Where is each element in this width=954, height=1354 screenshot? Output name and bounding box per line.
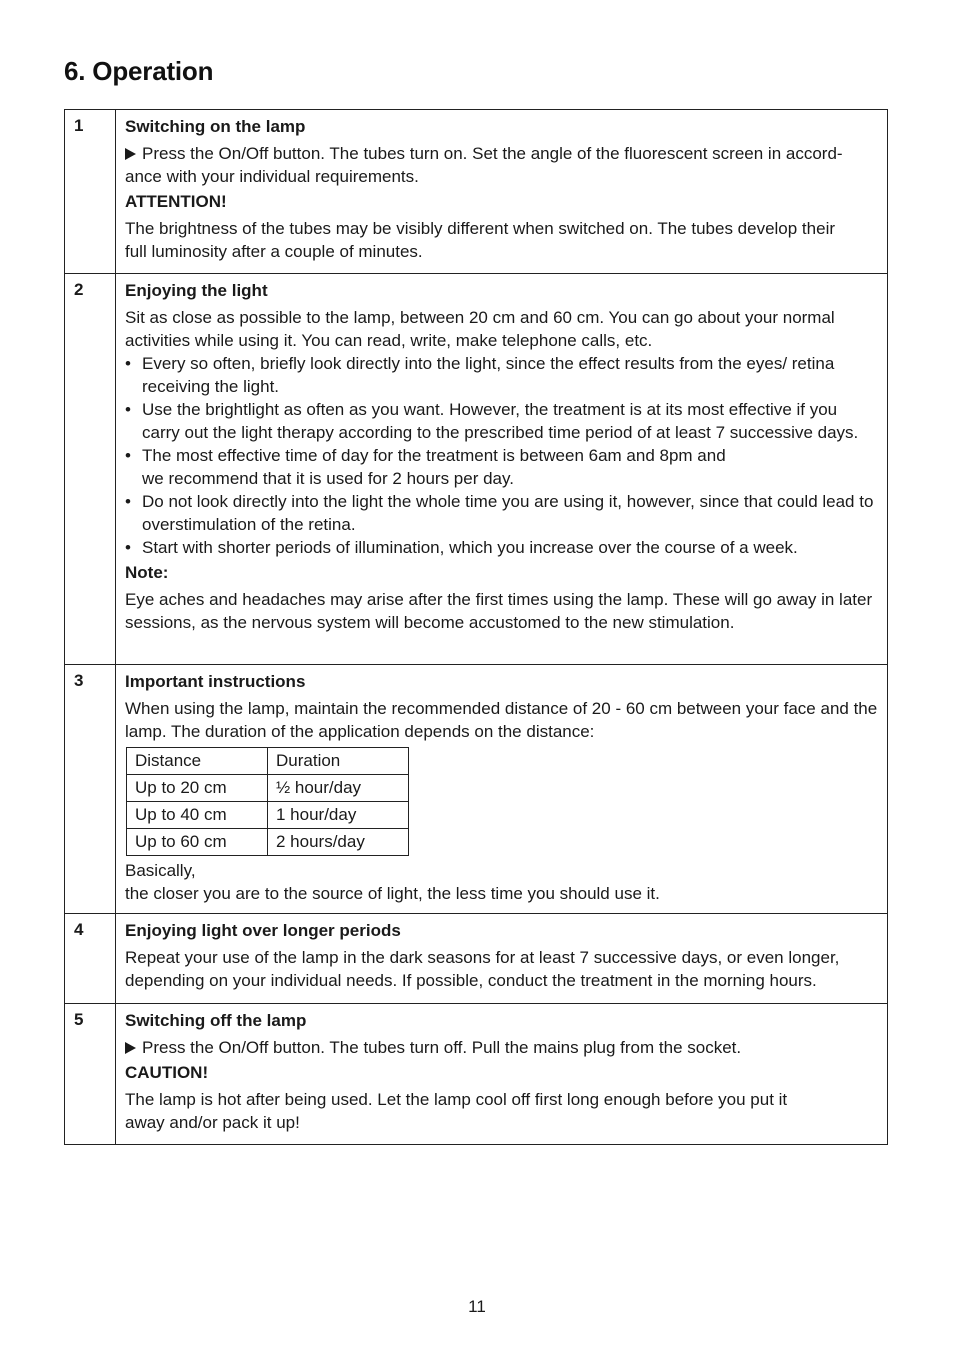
step-instruction: [125, 142, 879, 188]
step-intro: When using the lamp, maintain the recommended distance of 20 - 60 cm between your face and the lamp. The duration of the application depends on the distance:: [125, 699, 878, 741]
page-title: 6. Operation: [64, 56, 214, 86]
step-heading: Switching off the lamp: [125, 1011, 307, 1030]
step-heading: Enjoying light over longer periods: [125, 921, 401, 940]
list-item: • Start with shorter periods of illumination, which you increase over the course of a week.: [125, 536, 879, 559]
list-item: • Use the brightlight as often as you want. However, the treatment is at its most effective if you carry out the light therapy according to the prescribed time period of at least 7 successive days.: [125, 398, 879, 444]
step-outro: Basically,: [125, 861, 196, 880]
page-number: 11: [468, 1297, 486, 1316]
step-number: 2: [65, 274, 116, 665]
table-row: [127, 802, 409, 829]
note-text: Eye aches and headaches may arise after the first times using the lamp. These will go away in later sessions, as the nervous system will become accustomed to the new stimulation.: [125, 590, 873, 632]
step-heading: Switching on the lamp: [125, 117, 306, 136]
table-cell: Up to 20 cm: [127, 775, 268, 802]
table-row: [127, 775, 409, 802]
column-header: Distance: [127, 748, 268, 775]
step-outro: the closer you are to the source of light, the less time you should use it.: [125, 884, 660, 903]
step-content: [116, 914, 888, 1004]
instruction-text: Press the On/Off button. The tubes turn on. Set the angle of the fluorescent screen in accord-ance with your individual requirements.: [125, 144, 843, 186]
caution-text: The lamp is hot after being used. Let the lamp cool off first long enough before you put it away and/or pack it up!: [125, 1090, 788, 1132]
instruction-text: Press the On/Off button. The tubes turn off. Pull the mains plug from the socket.: [142, 1038, 742, 1057]
step-row: [65, 914, 888, 1004]
table-cell: 2 hours/day: [268, 829, 409, 856]
column-header: Duration: [268, 748, 409, 775]
step-row: [65, 110, 888, 274]
attention-label: ATTENTION!: [125, 192, 227, 211]
list-item: • Do not look directly into the light the whole time you are using it, however, since that could lead to overstimulation of the retina.: [125, 490, 879, 536]
step-content: [116, 274, 888, 665]
table-cell: ½ hour/day: [268, 775, 409, 802]
step-content: [116, 1004, 888, 1145]
note-label: Note:: [125, 563, 169, 582]
step-number: 4: [65, 914, 116, 1004]
step-text: Repeat your use of the lamp in the dark seasons for at least 7 successive days, or even longer, depending on your individual needs. If possible, conduct the treatment in the morning hours.: [125, 948, 840, 990]
step-instruction: [125, 1036, 879, 1059]
bullet-list: [125, 352, 879, 559]
play-arrow-icon: [125, 1042, 136, 1054]
distance-duration-table: [126, 747, 409, 856]
list-item: • The most effective time of day for the treatment is between 6am and 8pm and we recommend that it is used for 2 hours per day.: [125, 444, 742, 490]
table-cell: 1 hour/day: [268, 802, 409, 829]
step-number: 5: [65, 1004, 116, 1145]
table-cell: Up to 60 cm: [127, 829, 268, 856]
step-intro: Sit as close as possible to the lamp, between 20 cm and 60 cm. You can go about your normal activities while using it. You can read, write, make telephone calls, etc.: [125, 308, 835, 350]
operation-steps-table: [64, 109, 888, 1145]
list-item: • Every so often, briefly look directly into the light, since the effect results from the eyes/ retina receiving the light.: [125, 352, 879, 398]
step-content: [116, 110, 888, 274]
step-row: [65, 274, 888, 665]
play-arrow-icon: [125, 148, 136, 160]
step-row: [65, 665, 888, 914]
step-heading: Enjoying the light: [125, 281, 268, 300]
table-header-row: [127, 748, 409, 775]
attention-text: The brightness of the tubes may be visibly different when switched on. The tubes develop their full luminosity after a couple of minutes.: [125, 219, 836, 261]
step-heading: Important instructions: [125, 672, 306, 691]
table-row: [127, 829, 409, 856]
step-content: [116, 665, 888, 914]
step-number: 1: [65, 110, 116, 274]
table-cell: Up to 40 cm: [127, 802, 268, 829]
step-row: [65, 1004, 888, 1145]
caution-label: CAUTION!: [125, 1063, 209, 1082]
step-number: 3: [65, 665, 116, 914]
